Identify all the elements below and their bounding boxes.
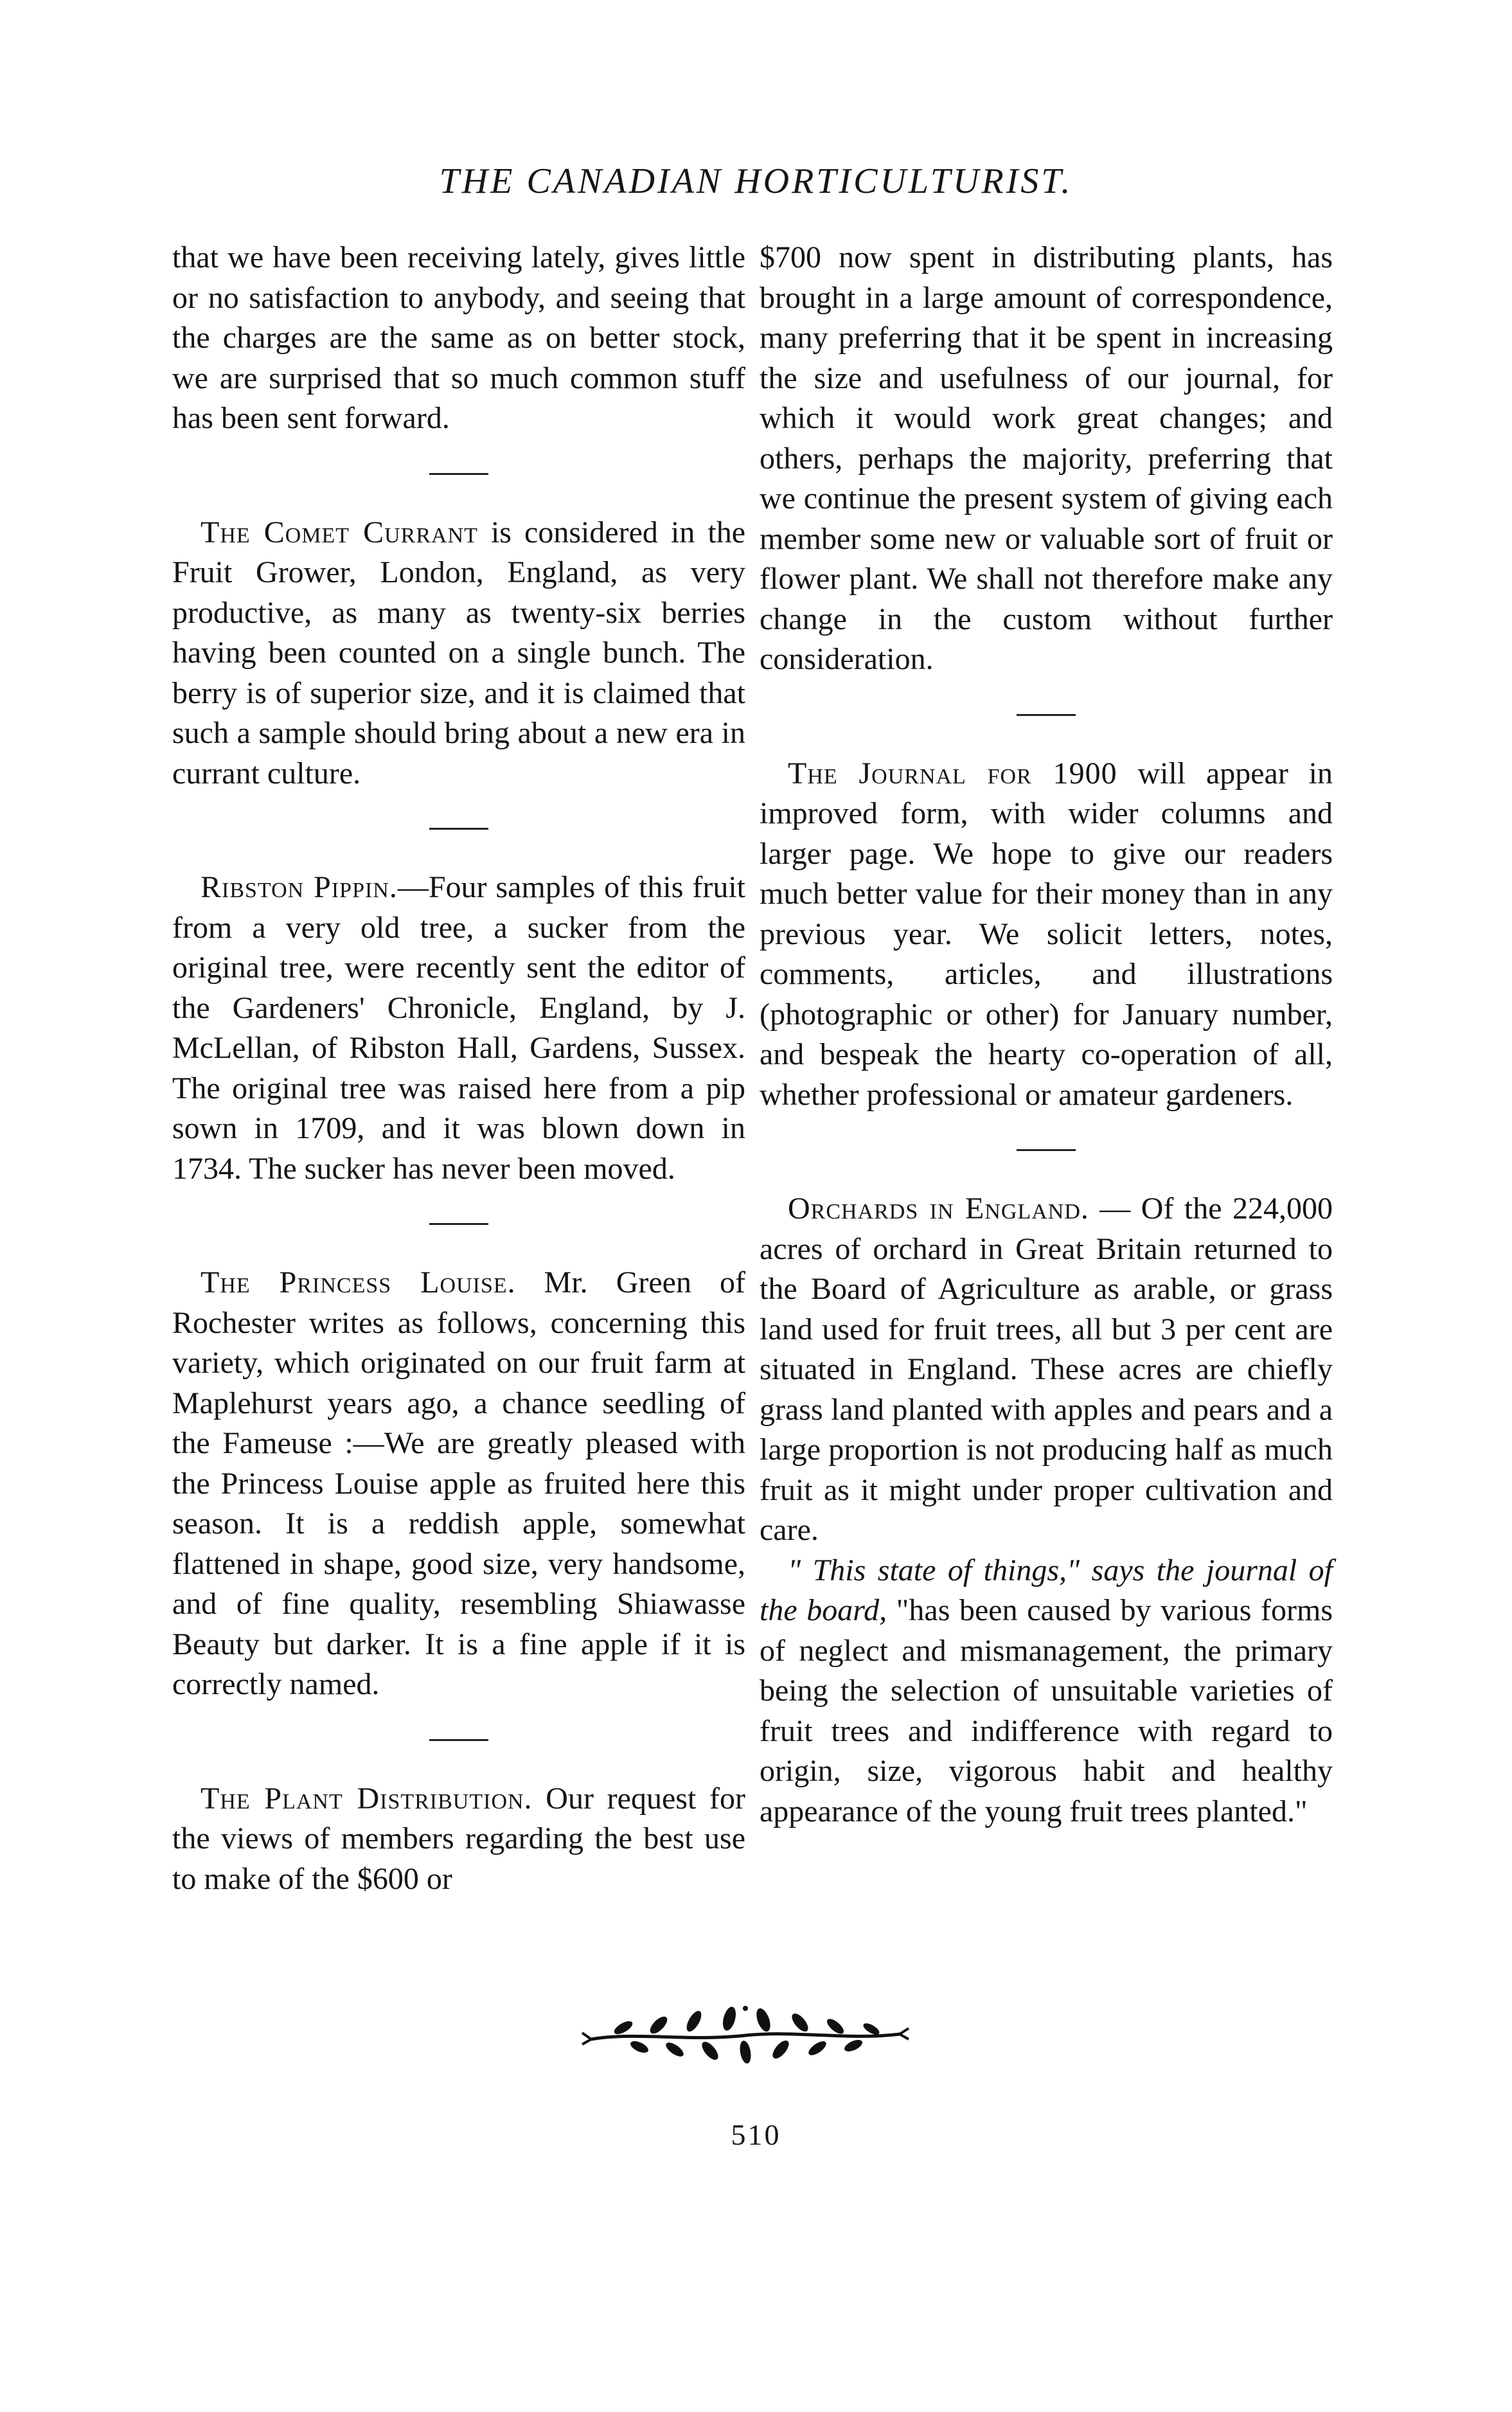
paragraph-plant-distribution (172, 1779, 745, 1900)
paragraph-body-comet-currant: is considered in the Fruit Grower, London, England, as very productive, as many as twenty-six berries having been counted on a single bunch. The berry is of superior size, and it is claimed that such a sample should bring about a new era in currant culture. (172, 515, 746, 791)
paragraph-plant-distribution-continuation: $700 now spent in distributing plants, has brought in a large amount of correspondence, many preferring that it be spent in increasing the size and usefulness of our journal, for which it would work great changes; and others, perhaps the majority, preferring that we continue the present system of giving each member some new or valuable sort of fruit or flower plant. We shall not therefore make any change in the custom without further consideration. (760, 240, 1333, 676)
paragraph-body-princess-louise: Mr. Green of Rochester writes as follows, concerning this variety, which originated on our fruit farm at Maplehurst years ago, a chance seedling of the Fameuse :—We are greatly pleased with the Princess Louise apple as fruited here this season. It is a reddish apple, somewhat flattened in shape, good size, very handsome, and of fine quality, resembling Shiawasse Beauty but darker. It is a fine apple if it is correctly named. (172, 1265, 745, 1701)
paragraph-body-plant-distribution: Our request for the views of members regarding the best use to make of the $600 or (172, 1781, 746, 1896)
page-number: 510 (731, 2118, 781, 2151)
quote-body: "has been caused by various forms of neglect and mismanagement, the primary being the selection of unsuitable varieties of fruit trees and indifference with regard to origin, size, vigorous habit and healthy appearance of the young fruit trees planted." (760, 1593, 1333, 1828)
section-divider (1017, 714, 1076, 716)
running-header: THE CANADIAN HORTICULTURIST. (439, 161, 1073, 201)
paragraph-orchards-england (760, 1189, 1333, 1551)
paragraph-body-orchards-england: — Of the 224,000 acres of orchard in Great Britain returned to the Board of Agriculture as arable, or grass land used for fruit trees, all but 3 per cent are situated in England. These acres are chiefly grass land planted with apples and pears and a large proportion is not producing half as much fruit as it might under proper cultivation and care. (760, 1192, 1333, 1547)
paragraph-journal-1900 (760, 754, 1333, 1116)
paragraph-lead-journal-1900: The Journal for 1900 (788, 756, 1117, 791)
paragraph-ribston-pippin (172, 868, 745, 1189)
paragraph-board-quote (760, 1551, 1333, 1832)
left-column (172, 238, 745, 1899)
paragraph-comet-currant (172, 513, 745, 794)
section-divider (429, 1223, 488, 1225)
paragraph-body-ribston-pippin: —Four samples of this fruit from a very old tree, a sucker from the original tree, were recently sent the editor of the Gardeners' Chronicle, England, by J. McLellan, of Ribston Hall, Gardens, Sussex. The original tree was raised here from a pip sown in 1709, and it was blown down in 1734. The sucker has never been moved. (172, 870, 745, 1186)
paragraph-lead-princess-louise: The Princess Louise. (200, 1265, 516, 1300)
paragraph-lead-ribston-pippin: Ribston Pippin. (200, 870, 398, 904)
paragraph-lead-comet-currant: The Comet Currant (200, 515, 478, 549)
section-divider (1017, 1149, 1076, 1151)
section-divider (429, 828, 488, 830)
section-divider (429, 473, 488, 475)
paragraph-lead-plant-distribution: The Plant Distribution. (200, 1781, 533, 1816)
right-column (760, 238, 1333, 1832)
paragraph-princess-louise (172, 1263, 745, 1705)
quote-opening: " This state of things," (788, 1553, 1080, 1587)
paragraph-body-journal-1900: will appear in improved form, with wider columns and larger page. We hope to give our readers much better value for their money than in any previous year. We solicit letters, notes, comments, articles, and illustrations (photographic or other) for January number, and bespeak the hearty co-operation of all, whether professional or amateur gardeners. (760, 756, 1333, 1112)
section-divider (429, 1739, 488, 1741)
floral-ornament-icon (578, 2002, 912, 2066)
quote-attribution: says the journal of the board, (760, 1553, 1333, 1627)
paragraph-lead-orchards-england: Orchards in England. (788, 1192, 1089, 1226)
paragraph-stock-continuation: that we have been receiving lately, gives little or no satisfaction to anybody, and seeing that the charges are the same as on better stock, we are surprised that so much common stuff has been sent forward. (172, 240, 745, 435)
